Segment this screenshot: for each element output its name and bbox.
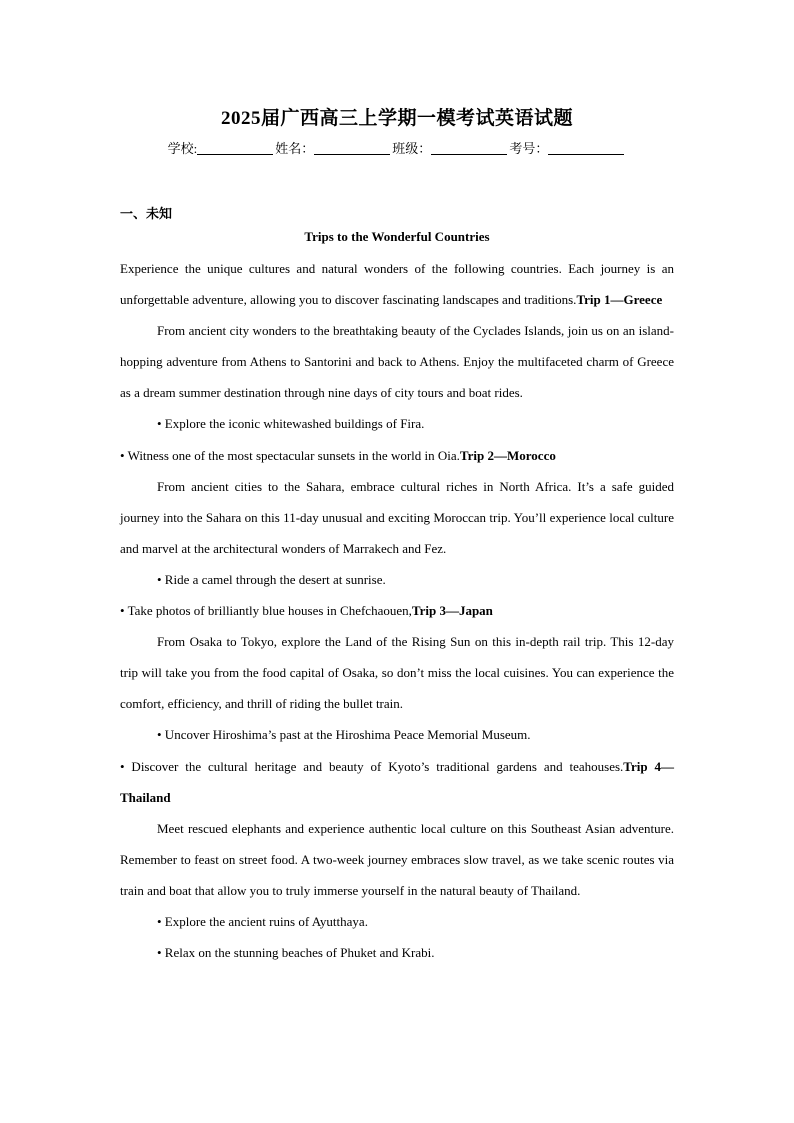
class-label: 班级： [392,141,432,156]
intro-text: Experience the unique cultures and natural wonders of the following countries. Each journey is an unforgettable adventure, allowing you to discover fascinating landscapes and traditions. [120,261,674,308]
trip4-bullet-2: • Relax on the stunning beaches of Phuket and Krabi. [157,945,435,961]
trip3-heading: Trip 3—Japan [411,603,493,619]
student-info-line [0,138,794,157]
class-blank[interactable] [431,141,507,155]
name-label: 姓名： [275,141,315,156]
school-blank[interactable] [197,141,273,155]
trip3-bullet-2-line [120,751,674,813]
trip1-bullet-2-line [120,440,674,471]
trip3-bullet-1: • Uncover Hiroshima’s past at the Hiroshima Peace Memorial Museum. [157,727,531,743]
trip2-heading: Trip 2—Morocco [459,447,556,463]
trip2-bullet-2-line [120,595,674,626]
name-blank[interactable] [314,141,390,155]
article-body [120,253,674,968]
trip2-bullet-1: • Ride a camel through the desert at sunrise. [157,571,386,587]
trip1-bullet-1: • Explore the iconic whitewashed buildings of Fira. [157,416,425,432]
exam-title: 2025届广西高三上学期一模考试英语试题 [220,108,573,129]
trip1-paragraph: From ancient city wonders to the breathtaking beauty of the Cyclades Islands, join us on an island-hopping adventure from Athens to Santorini and back to Athens. Enjoy the multifaceted charm of Greece as a dream summer destination through nine days of city tours and boat rides. [120,323,674,401]
exam-number-blank[interactable] [548,141,624,155]
trip4-paragraph: Meet rescued elephants and experience authentic local culture on this Southeast Asian adventure. Remember to feast on street food. A two-week journey embraces slow travel, as we take scenic routes via train and boat that allow you to truly immerse yourself in the natural beauty of Thailand. [120,820,674,898]
trip1-heading: Trip 1—Greece [576,292,663,308]
exam-number-label: 考号： [509,141,549,156]
trip1-bullet-2: • Witness one of the most spectacular sunsets in the world in Oia. [120,447,460,463]
intro-paragraph [120,253,674,315]
school-label: 学校: [167,141,198,156]
section-heading: 一、未知 [120,206,173,221]
trip4-bullet-1: • Explore the ancient ruins of Ayutthaya. [157,913,368,929]
trip4-heading: Trip 4—Thailand [120,758,674,805]
trip3-paragraph: From Osaka to Tokyo, explore the Land of the Rising Sun on this in-depth rail trip. This 12-day trip will take you from the food capital of Osaka, so don’t miss the local cuisines. You can experience the comfort, efficiency, and thrill of riding the bullet train. [120,634,674,712]
trip3-bullet-2: • Discover the cultural heritage and beauty of Kyoto’s traditional gardens and teahouses. [120,758,624,774]
trip2-paragraph: From ancient cities to the Sahara, embrace cultural riches in North Africa. It’s a safe guided journey into the Sahara on this 11-day unusual and exciting Moroccan trip. You’ll experience local culture and marvel at the architectural wonders of Marrakech and Fez. [120,478,674,556]
trip2-bullet-2: • Take photos of brilliantly blue houses in Chefchaouen, [120,603,412,619]
article-title: Trips to the Wonderful Countries [304,229,490,244]
